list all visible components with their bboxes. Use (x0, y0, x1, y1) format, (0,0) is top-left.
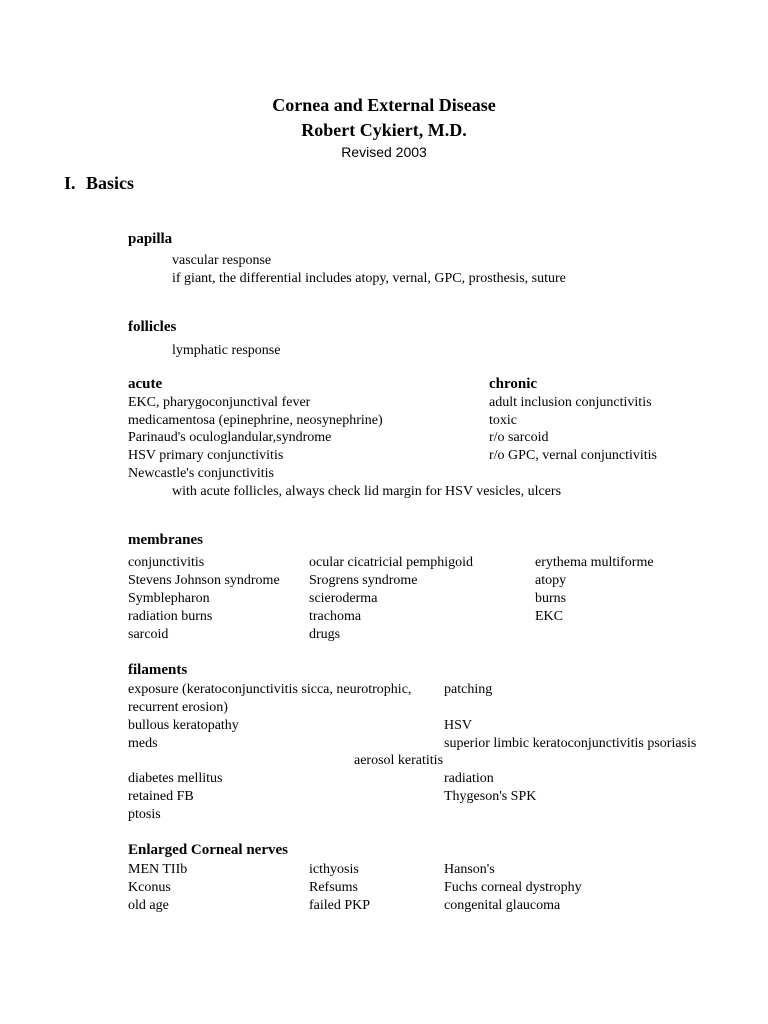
membranes-heading: membranes (128, 532, 203, 548)
nerves-heading: Enlarged Corneal nerves (128, 842, 288, 858)
document-title: Cornea and External Disease (272, 95, 496, 115)
membranes-item: radiation burns (128, 609, 213, 624)
membranes-item: burns (535, 591, 567, 606)
nerves-item: Hanson's (444, 862, 495, 877)
filaments-item: bullous keratopathy (128, 718, 239, 733)
membranes-item: Symblepharon (128, 591, 210, 606)
membranes-item: atopy (535, 573, 567, 588)
acute-heading: acute (128, 376, 163, 392)
section-numeral: I. (64, 173, 76, 193)
acute-item: medicamentosa (epinephrine, neosynephrine) (128, 413, 383, 428)
nerves-item: Refsums (309, 880, 358, 895)
membranes-item: sarcoid (128, 627, 169, 642)
nerves-item: icthyosis (309, 862, 359, 877)
section-title: Basics (86, 173, 135, 193)
follicles-line: lymphatic response (172, 343, 281, 358)
papilla-heading: papilla (128, 231, 173, 247)
document-author: Robert Cykiert, M.D. (301, 120, 467, 140)
nerves-item: Fuchs corneal dystrophy (444, 880, 582, 895)
membranes-item: EKC (535, 609, 563, 624)
acute-item: HSV primary conjunctivitis (128, 448, 284, 463)
follicles-heading: follicles (128, 319, 177, 335)
filaments-item: HSV (444, 718, 473, 733)
filaments-item: retained FB (128, 789, 194, 804)
filaments-item: radiation (444, 771, 494, 786)
chronic-heading: chronic (489, 376, 538, 392)
membranes-item: Stevens Johnson syndrome (128, 573, 280, 588)
filaments-item: patching (444, 682, 493, 697)
nerves-item: old age (128, 898, 169, 913)
acute-item: EKC, pharygoconjunctival fever (128, 395, 311, 410)
filaments-item: aerosol keratitis (354, 753, 444, 768)
nerves-item: failed PKP (309, 898, 371, 913)
filaments-item: exposure (keratoconjunctivitis sicca, neurotrophic, (128, 682, 412, 697)
filaments-item: recurrent erosion) (128, 700, 228, 715)
membranes-item: scieroderma (309, 591, 378, 606)
papilla-line: vascular response (172, 253, 272, 268)
nerves-item: MEN TIIb (128, 862, 188, 877)
filaments-item: meds (128, 736, 158, 751)
chronic-item: r/o GPC, vernal conjunctivitis (489, 448, 657, 463)
membranes-item: erythema multiforme (535, 555, 654, 570)
membranes-item: Srogrens syndrome (309, 573, 418, 588)
follicles-note: with acute follicles, always check lid margin for HSV vesicles, ulcers (172, 484, 562, 499)
filaments-heading: filaments (128, 662, 188, 678)
membranes-item: conjunctivitis (128, 555, 205, 570)
chronic-item: r/o sarcoid (489, 430, 549, 445)
filaments-item: superior limbic keratoconjunctivitis psoriasis (444, 736, 697, 751)
membranes-item: ocular cicatricial pemphigoid (309, 555, 474, 570)
papilla-line: if giant, the differential includes atopy, vernal, GPC, prosthesis, suture (172, 271, 566, 286)
nerves-item: congenital glaucoma (444, 898, 561, 913)
acute-item: Parinaud's oculoglandular,syndrome (128, 430, 332, 445)
acute-item: Newcastle's conjunctivitis (128, 466, 274, 481)
section-heading (64, 173, 134, 194)
filaments-item: diabetes mellitus (128, 771, 223, 786)
chronic-item: adult inclusion conjunctivitis (489, 395, 652, 410)
nerves-item: Kconus (128, 880, 171, 895)
filaments-item: Thygeson's SPK (444, 789, 537, 804)
revision-date: Revised 2003 (341, 144, 427, 160)
chronic-item: toxic (489, 413, 517, 428)
membranes-item: trachoma (309, 609, 362, 624)
filaments-item: ptosis (128, 807, 161, 822)
membranes-item: drugs (309, 627, 341, 642)
